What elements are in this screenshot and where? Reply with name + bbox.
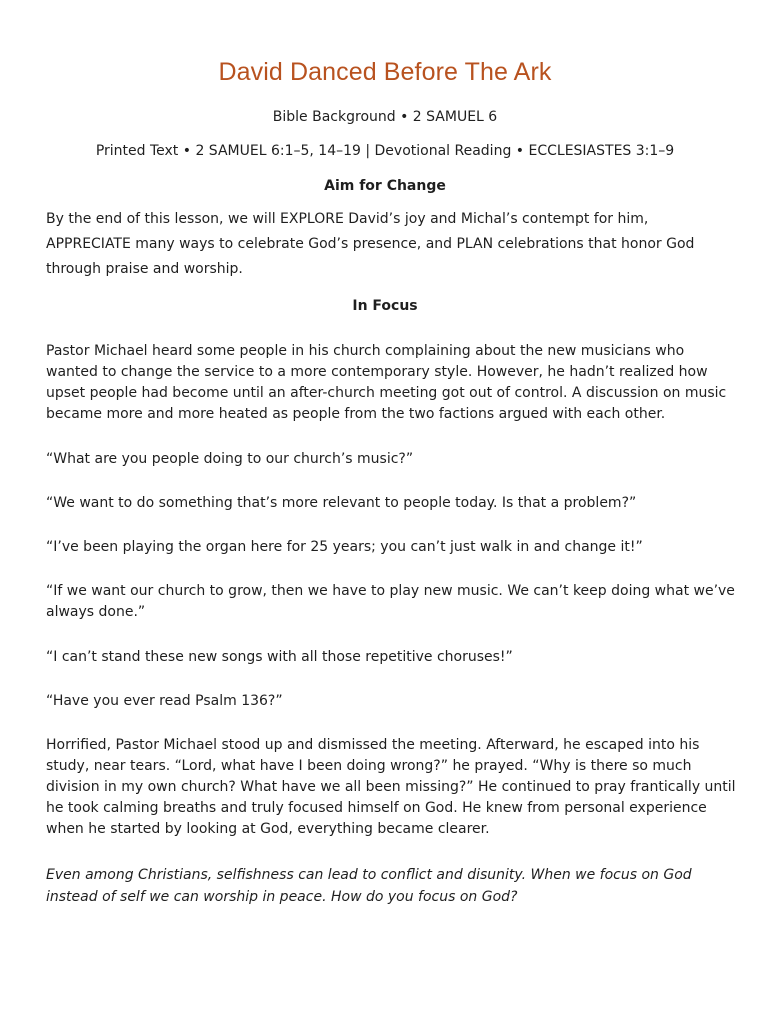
quote-paragraph: “Have you ever read Psalm 136?” [46,693,283,709]
aim-paragraph: By the end of this lesson, we will EXPLORE David’s joy and Michal’s contempt for him, APPRECIATE many ways to celebrate God’s presence, and PLAN celebrations that honor God through praise and worship. [46,211,695,277]
focus-paragraph: Horrified, Pastor Michael stood up and dismissed the meeting. Afterward, he escaped into his study, near tears. “Lord, what have I been doing wrong?” he prayed. “Why is there so much division in my own church? What have we all been missing?” He continued to pray frantically until he took calming breaths and truly focused himself on God. He knew from personal experience when he started by looking at God, everything became clearer. [46,737,736,837]
focus-heading: In Focus [352,298,418,314]
quote-paragraph: “If we want our church to grow, then we have to play new music. We can’t keep doing what we’ve always done.” [46,583,735,620]
closing-italic-paragraph: Even among Christians, selfishness can lead to conflict and disunity. When we focus on God instead of self we can worship in peace. How do you focus on God? [46,867,692,905]
aim-heading: Aim for Change [324,178,446,194]
bible-background-line: Bible Background • 2 SAMUEL 6 [272,109,498,125]
quote-paragraph: “I’ve been playing the organ here for 25 years; you can’t just walk in and change it!” [46,539,643,555]
quote-paragraph: “What are you people doing to our church’s music?” [46,451,414,467]
quote-paragraph: “We want to do something that’s more relevant to people today. Is that a problem?” [46,495,637,511]
focus-paragraph: Pastor Michael heard some people in his church complaining about the new musicians who wanted to change the service to a more contemporary style. However, he hadn’t realized how upset people had become until an after-church meeting got out of control. A discussion on music became more and more heated as people from the two factions argued with each other. [46,343,727,422]
printed-text-line: Printed Text • 2 SAMUEL 6:1–5, 14–19 | Devotional Reading • ECCLESIASTES 3:1–9 [95,143,675,159]
quote-paragraph: “I can’t stand these new songs with all those repetitive choruses!” [46,649,513,665]
lesson-title: David Danced Before The Ark [218,58,552,86]
